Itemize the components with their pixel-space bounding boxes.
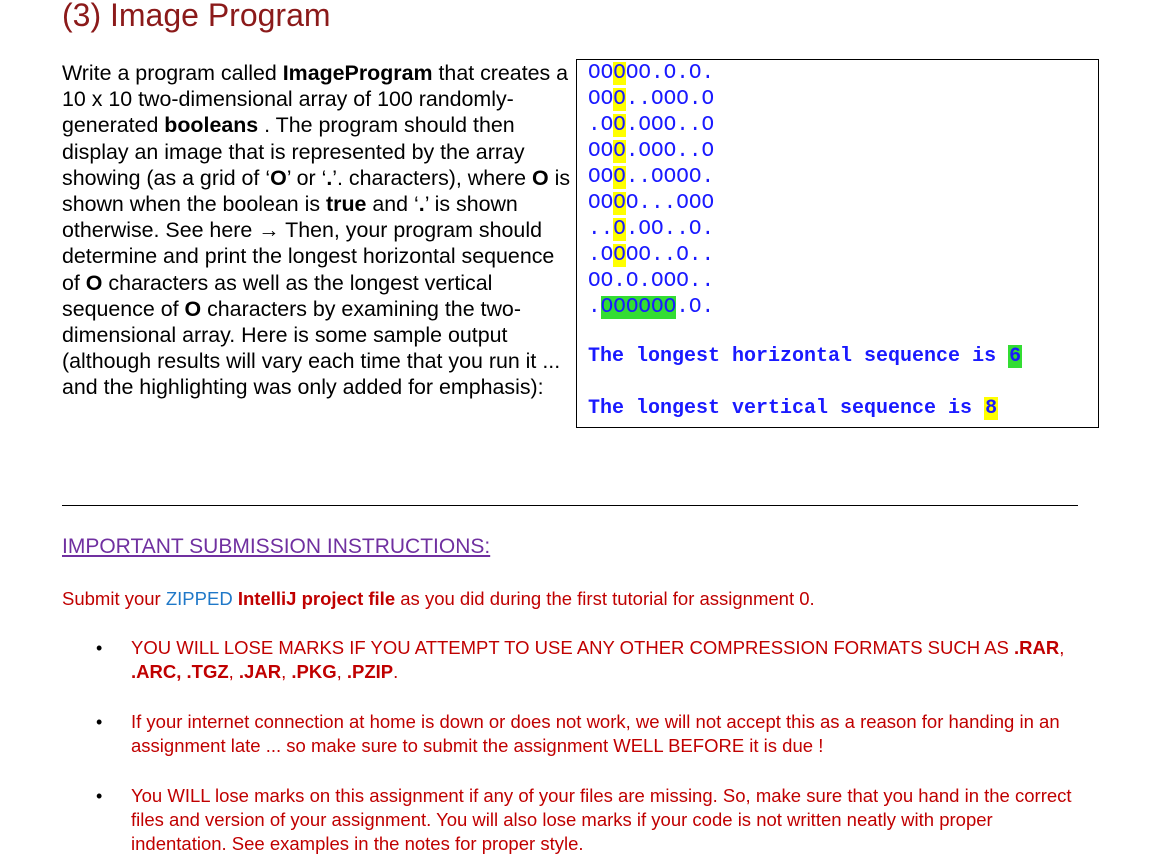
instructions-title: IMPORTANT SUBMISSION INSTRUCTIONS: — [62, 535, 491, 558]
dot-char: . — [418, 192, 425, 217]
grid-cells: OO — [588, 270, 614, 293]
desc-text: characters by examining the two-dimensional array. Here is some sample output (although results will vary each time that you run it ... and the highlighting was only added for emphasis): — [62, 296, 561, 400]
vertical-highlight-cell: O — [613, 218, 626, 241]
o-char: O — [184, 296, 202, 321]
vertical-result — [588, 396, 998, 422]
sep: , — [228, 661, 239, 682]
bullet-icon: • — [96, 712, 103, 732]
sep: , — [336, 661, 347, 682]
true-word: true — [326, 192, 367, 217]
grid-cells: OO — [588, 62, 614, 85]
grid-row — [588, 87, 714, 113]
desc-text: and ‘ — [366, 192, 419, 217]
bullet-icon: • — [96, 786, 103, 806]
grid-cells: ..OOOO. — [625, 166, 715, 189]
grid-cells: OO.O.O. — [625, 62, 715, 85]
bullet-icon: • — [96, 638, 103, 658]
format-name: .ARC, .TGZ — [131, 661, 229, 682]
o-char: O — [270, 165, 287, 190]
zipped-word: ZIPPED — [165, 588, 233, 609]
grid-cells: . — [613, 270, 626, 293]
vertical-highlight-cell: O — [613, 62, 626, 85]
grid-cells: OO — [588, 192, 614, 215]
vertical-highlight-cell: O — [613, 114, 626, 137]
assignment-description — [62, 60, 572, 401]
vertical-highlight-cell: O — [613, 192, 626, 215]
grid-cells: OO — [588, 140, 614, 163]
vertical-highlight-cell: O — [613, 140, 626, 163]
grid-cells: .. — [588, 218, 614, 241]
grid-row — [588, 217, 714, 243]
grid-cells: .O — [588, 244, 614, 267]
intellij-word: IntelliJ project file — [237, 588, 396, 609]
sep: , — [281, 661, 292, 682]
grid-row — [588, 113, 714, 139]
submit-line — [62, 588, 815, 610]
grid-row — [588, 191, 714, 217]
o-char: O — [85, 270, 103, 295]
booleans-word: booleans — [164, 113, 259, 138]
grid-row — [588, 61, 714, 87]
bullet-text: You WILL lose marks on this assignment if any of your files are missing. So, make sure that you hand in the correct files and version of your assignment. You will also lose marks if your code is not written neatly with proper indentation. See examples in the notes for proper style. — [131, 785, 1072, 854]
format-name: .PKG — [291, 661, 337, 682]
o-char: O — [532, 165, 549, 190]
sample-output-box — [576, 59, 1099, 428]
program-name: ImageProgram — [282, 61, 433, 85]
sep: . — [393, 661, 399, 682]
grid-row — [588, 243, 714, 269]
bullet-text-part: YOU WILL LOSE MARKS IF YOU ATTEMPT TO USE ANY OTHER COMPRESSION FORMATS SUCH AS — [131, 637, 1015, 658]
bullet-text: If your internet connection at home is down or does not work, we will not accept this as a reason for handing in an assignment late ... so make sure to submit the assignment WELL BEFORE it is due ! — [131, 711, 1060, 756]
vertical-highlight-cell: O — [613, 88, 626, 111]
desc-text: ’ is shown otherwise. See here → Then, your program should determine and print the longest horizontal sequence of — [62, 192, 555, 295]
grid-cells: ..OOO.O — [625, 88, 715, 111]
format-name: .PZIP — [346, 661, 394, 682]
horizontal-value: 6 — [1009, 345, 1022, 368]
format-name: .RAR — [1014, 637, 1060, 658]
vertical-value: 8 — [985, 397, 998, 420]
grid-cells: .O. — [676, 296, 715, 319]
horizontal-result — [588, 344, 1022, 370]
vertical-highlight-cell: O — [613, 244, 626, 267]
desc-text: ’. characters), where — [332, 165, 533, 190]
grid-cells: OO — [588, 166, 614, 189]
desc-text: that creates a 10 x 10 two-dimensional array of 100 randomly-generated — [62, 61, 569, 138]
grid-cells: OO..O.. — [625, 244, 715, 267]
submit-text: Submit your — [62, 588, 166, 609]
vertical-highlight-cell: O — [613, 166, 626, 189]
desc-text: . The program should then display an image that is represented by the array showing (as a grid of ‘ — [62, 113, 525, 190]
desc-text: characters as well as the longest vertical sequence of — [62, 270, 493, 321]
grid-cells: .OOO..O — [625, 114, 715, 137]
grid-cells: .O — [588, 114, 614, 137]
horizontal-highlight-cells: OOOOOO — [600, 296, 677, 319]
grid-cells: .OOO..O — [625, 140, 715, 163]
grid-cells: .OO..O. — [625, 218, 715, 241]
result-label: The longest vertical sequence is — [588, 397, 985, 420]
grid-cells: O.OOO.. — [625, 270, 715, 293]
grid-cells: . — [588, 296, 601, 319]
grid-cells: O...OOO — [625, 192, 715, 215]
bullet-text — [131, 636, 1091, 684]
grid-row — [588, 295, 714, 321]
grid-row — [588, 165, 714, 191]
sep: , — [1059, 637, 1065, 658]
grid-row — [588, 269, 714, 295]
format-name: .JAR — [238, 661, 282, 682]
desc-text: ’ or ‘ — [286, 165, 327, 190]
submit-text: as you did during the first tutorial for assignment 0. — [395, 588, 815, 609]
grid-row — [588, 139, 714, 165]
dot-char: . — [326, 165, 333, 190]
desc-text: is shown when the boolean is — [62, 165, 571, 217]
section-divider — [62, 505, 1078, 506]
grid-cells: OO — [588, 88, 614, 111]
section-heading: (3) Image Program — [62, 0, 331, 33]
desc-text: Write a program called — [62, 61, 283, 85]
result-label: The longest horizontal sequence is — [588, 345, 1009, 368]
